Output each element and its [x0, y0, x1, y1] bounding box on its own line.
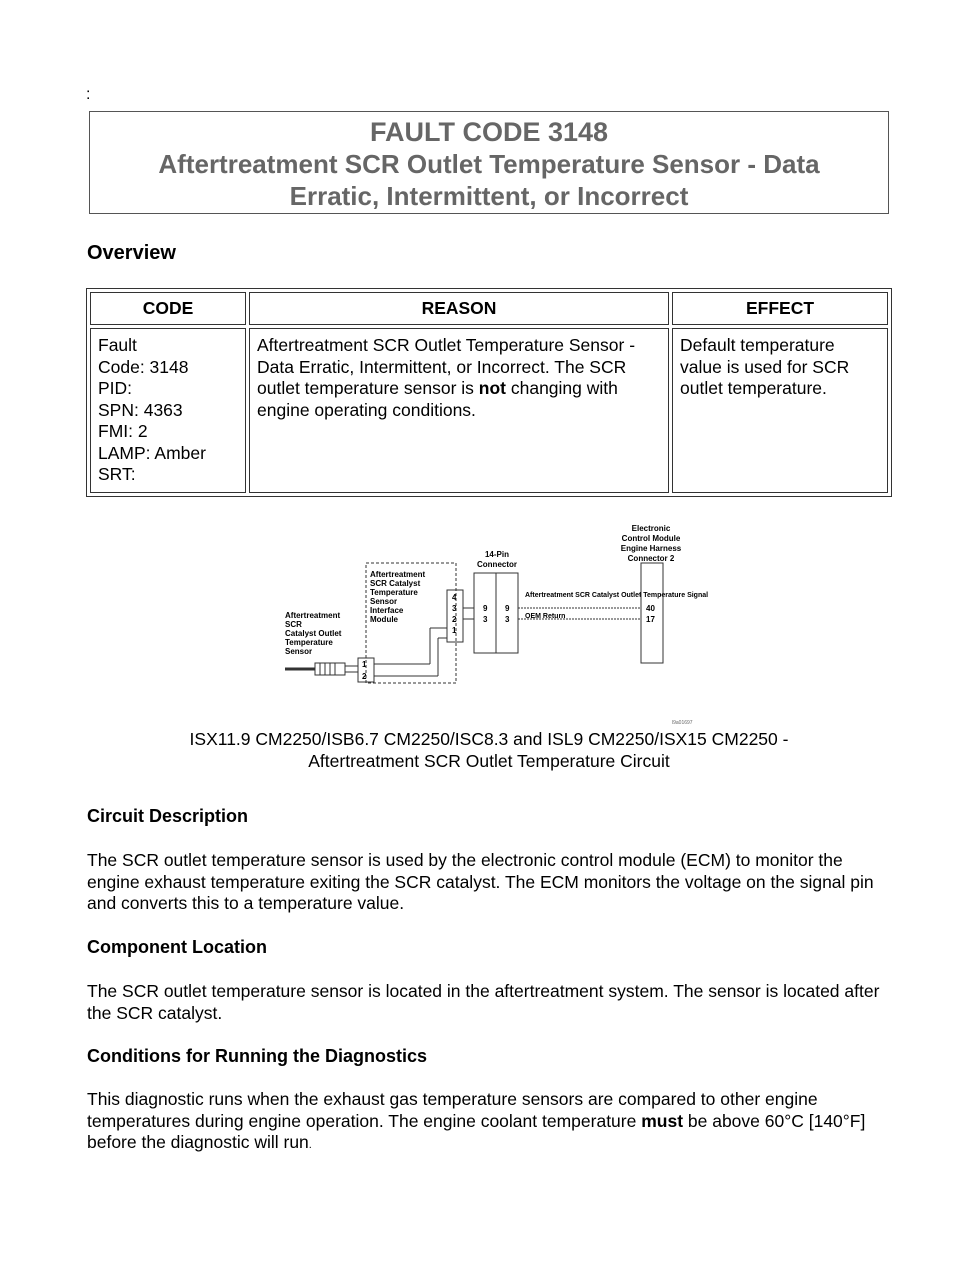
code-line: LAMP: Amber [98, 442, 206, 463]
module-pin-3: 3 [452, 604, 457, 613]
reason-text-end: changing with engine operating conditions. [257, 378, 618, 420]
connector-pin: 3 [483, 615, 488, 624]
conditions-text-end: be above 60°C [140°F] before the diagnostic will run [87, 1110, 866, 1152]
conditions-text [87, 1089, 897, 1157]
header-reason: REASON [249, 292, 669, 325]
ecm-label-3: Engine Harness [620, 544, 682, 553]
module-label-6: Module [370, 615, 398, 624]
component-location-heading: Component Location [87, 937, 267, 957]
connector-left-half [474, 573, 496, 653]
sensor-label-3: Catalyst Outlet [285, 629, 342, 638]
module-pin-4: 4 [452, 593, 457, 602]
module-label-4: Sensor [370, 597, 398, 606]
code-line: PID: [98, 378, 133, 398]
reason-cell [249, 328, 669, 493]
connector-pin: 9 [483, 604, 488, 613]
reason-text: Aftertreatment SCR Outlet Temperature Sensor - Data Erratic, Intermittent, or Incorrect. The SCR outlet temperature sensor is [257, 335, 636, 398]
fault-code-title: FAULT CODE 3148 [369, 117, 609, 147]
fault-code-table [86, 288, 892, 497]
ecm-label-4: Connector 2 [627, 554, 675, 563]
module-label-2: SCR Catalyst [370, 579, 421, 588]
sensor-label-4: Temperature [285, 638, 333, 647]
header-effect: EFFECT [672, 292, 888, 325]
title-box [89, 111, 889, 214]
sensor-label-2: SCR [285, 620, 302, 629]
module-label-1: Aftertreatment [370, 570, 426, 579]
module-label-5: Interface [370, 606, 404, 615]
sensor-label-5: Sensor [285, 647, 313, 656]
conditions-heading: Conditions for Running the Diagnostics [87, 1046, 427, 1066]
header-code: CODE [90, 292, 246, 325]
sensor-pin-1: 1 [362, 660, 367, 669]
table-row [90, 328, 888, 493]
module-pin-2: 2 [452, 615, 457, 624]
return-wire-label: OEM Return [525, 613, 566, 620]
code-line: Code: 3148 [98, 356, 189, 377]
ecm-label-1: Electronic [631, 524, 671, 533]
connector-label-1: 14-Pin [484, 550, 510, 559]
module-label-3: Temperature [370, 588, 418, 597]
overview-heading: Overview [87, 242, 176, 264]
caption-line-1: ISX11.9 CM2250/ISB6.7 CM2250/ISC8.3 and ISL9 CM2250/ISX15 CM2250 - [189, 729, 789, 749]
code-line: SRT: [98, 464, 136, 484]
code-line: SPN: 4363 [98, 399, 183, 420]
connector-pin: 9 [505, 604, 510, 613]
code-line: Fault [98, 335, 137, 355]
reason-emphasis: not [478, 378, 506, 398]
page-colon: : [86, 86, 91, 103]
ecm-pin-17: 17 [646, 615, 655, 624]
effect-cell: Default temperature value is used for SCR outlet temperature. [672, 328, 888, 493]
ecm-box [641, 563, 663, 663]
circuit-description-heading: Circuit Description [87, 806, 249, 826]
module-pin-1: 1 [452, 626, 457, 635]
code-cell [90, 328, 246, 493]
connector-right-half [496, 573, 518, 653]
ecm-pin-40: 40 [646, 604, 655, 613]
code-line: FMI: 2 [98, 421, 148, 441]
conditions-period: . [308, 1139, 312, 1151]
signal-wire-label: Aftertreatment SCR Catalyst Outlet Temperature Signal [525, 592, 709, 599]
connector-pin: 3 [505, 615, 510, 624]
connector-label-2: Connector [477, 560, 517, 569]
table-header-row [90, 292, 888, 325]
circuit-diagram [280, 520, 710, 730]
fault-code-subtitle: Aftertreatment SCR Outlet Temperature Sensor - Data Erratic, Intermittent, or Incorrect [158, 149, 820, 211]
sensor-label-1: Aftertreatment [285, 611, 341, 620]
component-location-text: The SCR outlet temperature sensor is located in the aftertreatment system. The sensor is located after the SCR catalyst. [87, 981, 880, 1023]
figure-caption [86, 729, 892, 772]
caption-line-2: Aftertreatment SCR Outlet Temperature Circuit [308, 750, 670, 771]
conditions-emphasis: must [641, 1110, 684, 1131]
figure-id: l9a01697 [672, 720, 693, 726]
sensor-pin-2: 2 [362, 672, 367, 681]
conditions-text-start: This diagnostic runs when the exhaust gas temperature sensors are compared to other engine temperatures during engine operation. The engine coolant temperature [87, 1089, 818, 1131]
circuit-description-text: The SCR outlet temperature sensor is used by the electronic control module (ECM) to monitor the engine exhaust temperature exiting the SCR catalyst. The ECM monitors the voltage on the signal pin and converts this to a temperature value. [87, 850, 874, 913]
ecm-label-2: Control Module [621, 534, 681, 543]
